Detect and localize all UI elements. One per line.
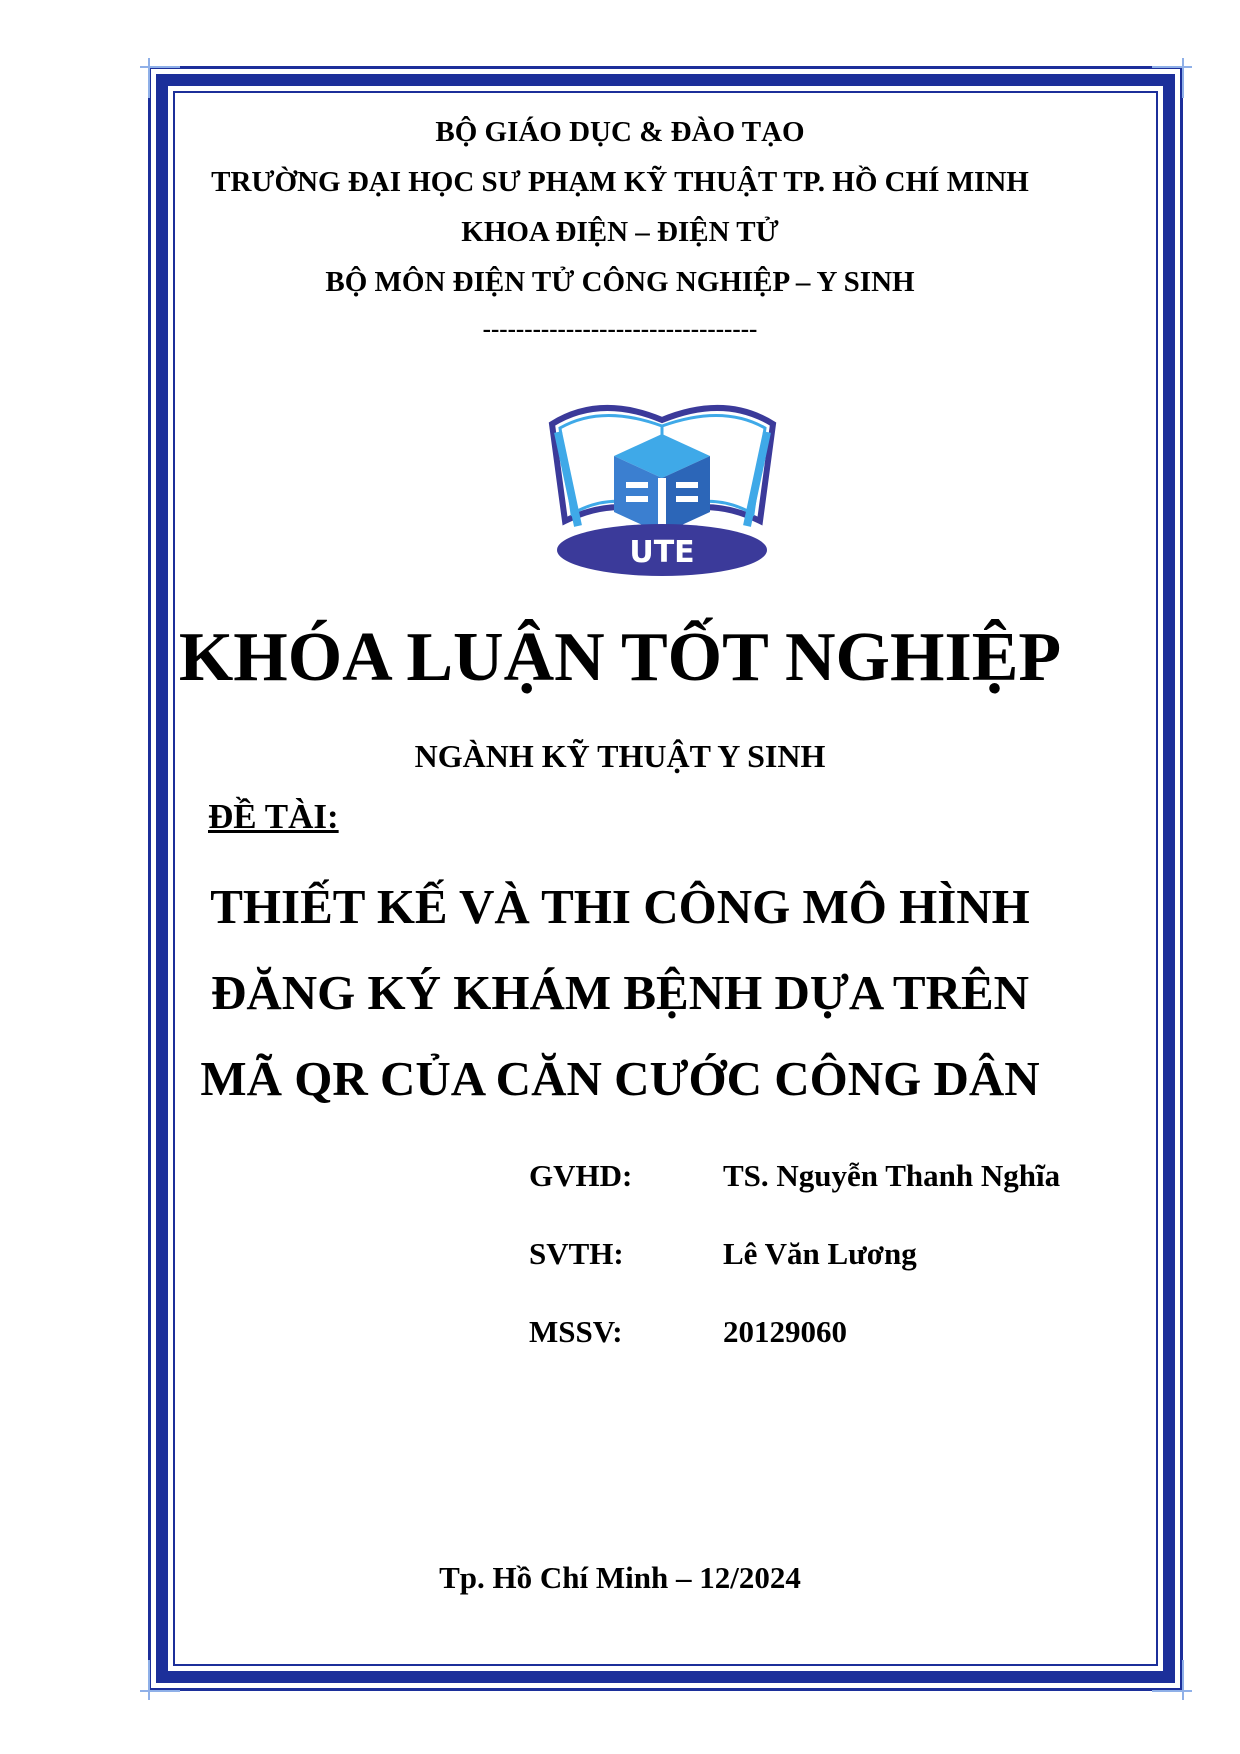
supervisor-name: TS. Nguyễn Thanh Nghĩa (723, 1158, 1061, 1193)
header-separator: --------------------------------- (482, 316, 758, 343)
topic-line-3: MÃ QR CỦA CĂN CƯỚC CÔNG DÂN (200, 1051, 1040, 1106)
student-id-label: MSSV: (529, 1314, 623, 1349)
logo-text: UTE (629, 535, 695, 570)
main-title: KHÓA LUẬN TỐT NGHIỆP (178, 619, 1062, 696)
topic-line-1: THIẾT KẾ VÀ THI CÔNG MÔ HÌNH (210, 879, 1030, 934)
student-id: 20129060 (723, 1314, 847, 1349)
corner-ornament-bottom-right (1152, 1660, 1192, 1700)
major-name: NGÀNH KỸ THUẬT Y SINH (414, 738, 826, 774)
corner-ornament-bottom-left (140, 1660, 180, 1700)
place-and-date: Tp. Hồ Chí Minh – 12/2024 (439, 1560, 801, 1595)
topic-label: ĐỀ TÀI: (208, 797, 339, 836)
ministry-name: BỘ GIÁO DỤC & ĐÀO TẠO (435, 116, 805, 148)
university-name: TRƯỜNG ĐẠI HỌC SƯ PHẠM KỸ THUẬT TP. HỒ CHÍ MINH (211, 166, 1029, 198)
faculty-name: KHOA ĐIỆN – ĐIỆN TỬ (461, 216, 779, 248)
supervisor-label: GVHD: (529, 1158, 633, 1193)
department-name: BỘ MÔN ĐIỆN TỬ CÔNG NGHIỆP – Y SINH (325, 266, 915, 298)
student-label: SVTH: (529, 1236, 624, 1271)
corner-ornament-top-right (1152, 58, 1192, 98)
topic-line-2: ĐĂNG KÝ KHÁM BỆNH DỰA TRÊN (210, 965, 1030, 1020)
student-name: Lê Văn Lương (723, 1236, 917, 1271)
corner-ornament-top-left (140, 58, 180, 98)
university-logo (540, 386, 785, 581)
